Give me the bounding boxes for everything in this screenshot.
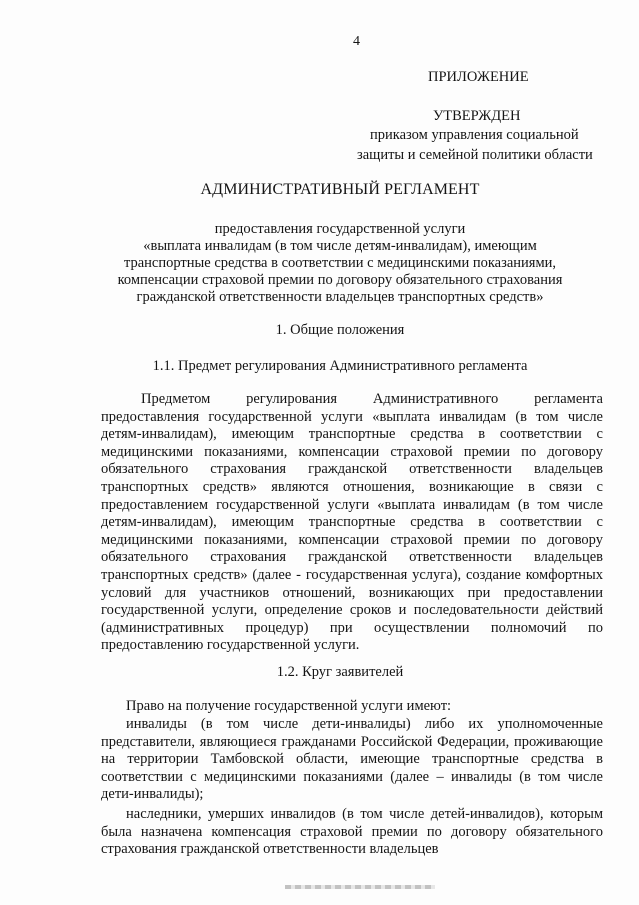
subtitle-line-5: гражданской ответственности владельцев транспортных средств» xyxy=(136,289,544,305)
section-1-1-heading: 1.1. Предмет регулирования Административного регламента xyxy=(152,358,528,374)
scan-artifact xyxy=(285,885,435,889)
section-1-1-paragraph xyxy=(101,391,603,655)
applicants-item-2 xyxy=(101,806,603,859)
section-1-1-text: Предметом регулирования Административного регламента предоставления государственной услуги «выплата инвалидам (в том числе детям-инвалидам), имеющим транспортные средства в соответствии с медицинскими показаниями, компенсации страховой премии по договору обязательного страхования гражданской ответственности владельцев транспортных средств» являются отношения, возникающие в связи с предоставлением государственной услуги «выплата инвалидам (в том числе детям-инвалидам), имеющим транспортные средства в соответствии с медицинскими показаниями, компенсации страховой премии по договору обязательного страхования гражданской ответственности владельцев транспортных средств» (далее - государственная услуга), создание комфортных условий для участников отношений, возникающих при предоставлении государственной услуги, определение сроков и последовательности действий (административных процедур) при осуществлении полномочий по предоставлению государственной услуги. xyxy=(101,391,603,654)
approved-label: УТВЕРЖДЕН xyxy=(433,108,521,124)
page-number: 4 xyxy=(353,34,360,49)
approved-by-line-1: приказом управления социальной xyxy=(370,127,579,143)
approved-by-line-2: защиты и семейной политики области xyxy=(357,147,593,163)
applicants-item-1-text: инвалиды (в том числе дети-инвалиды) либо их уполномоченные представители, являющиеся гражданами Российской Федерации, проживающие на территории Тамбовской области, имеющие транспортные средства в соответствии с медицинскими показаниями (далее – инвалиды (в том числе дети-инвалиды); xyxy=(101,716,603,803)
applicants-item-2-text: наследники, умерших инвалидов (в том числе детей-инвалидов), которым была назначена компенсация страховой премии по договору обязательного страхования гражданской ответственности владельцев xyxy=(101,806,603,858)
document-title: АДМИНИСТРАТИВНЫЙ РЕГЛАМЕНТ xyxy=(200,181,480,198)
appendix-label: ПРИЛОЖЕНИЕ xyxy=(428,69,529,85)
subtitle-line-1: предоставления государственной услуги xyxy=(214,221,466,237)
applicants-item-1 xyxy=(101,716,603,804)
section-1-2-heading: 1.2. Круг заявителей xyxy=(276,664,404,680)
subtitle-line-4: компенсации страховой премии по договору обязательного страхования xyxy=(117,272,563,288)
section-1-heading: 1. Общие положения xyxy=(275,322,405,338)
subtitle-line-3: транспортные средства в соответствии с медицинскими показаниями, xyxy=(123,255,557,271)
applicants-intro: Право на получение государственной услуги имеют: xyxy=(126,698,452,714)
subtitle-line-2: «выплата инвалидам (в том числе детям-инвалидам), имеющим xyxy=(143,238,537,254)
